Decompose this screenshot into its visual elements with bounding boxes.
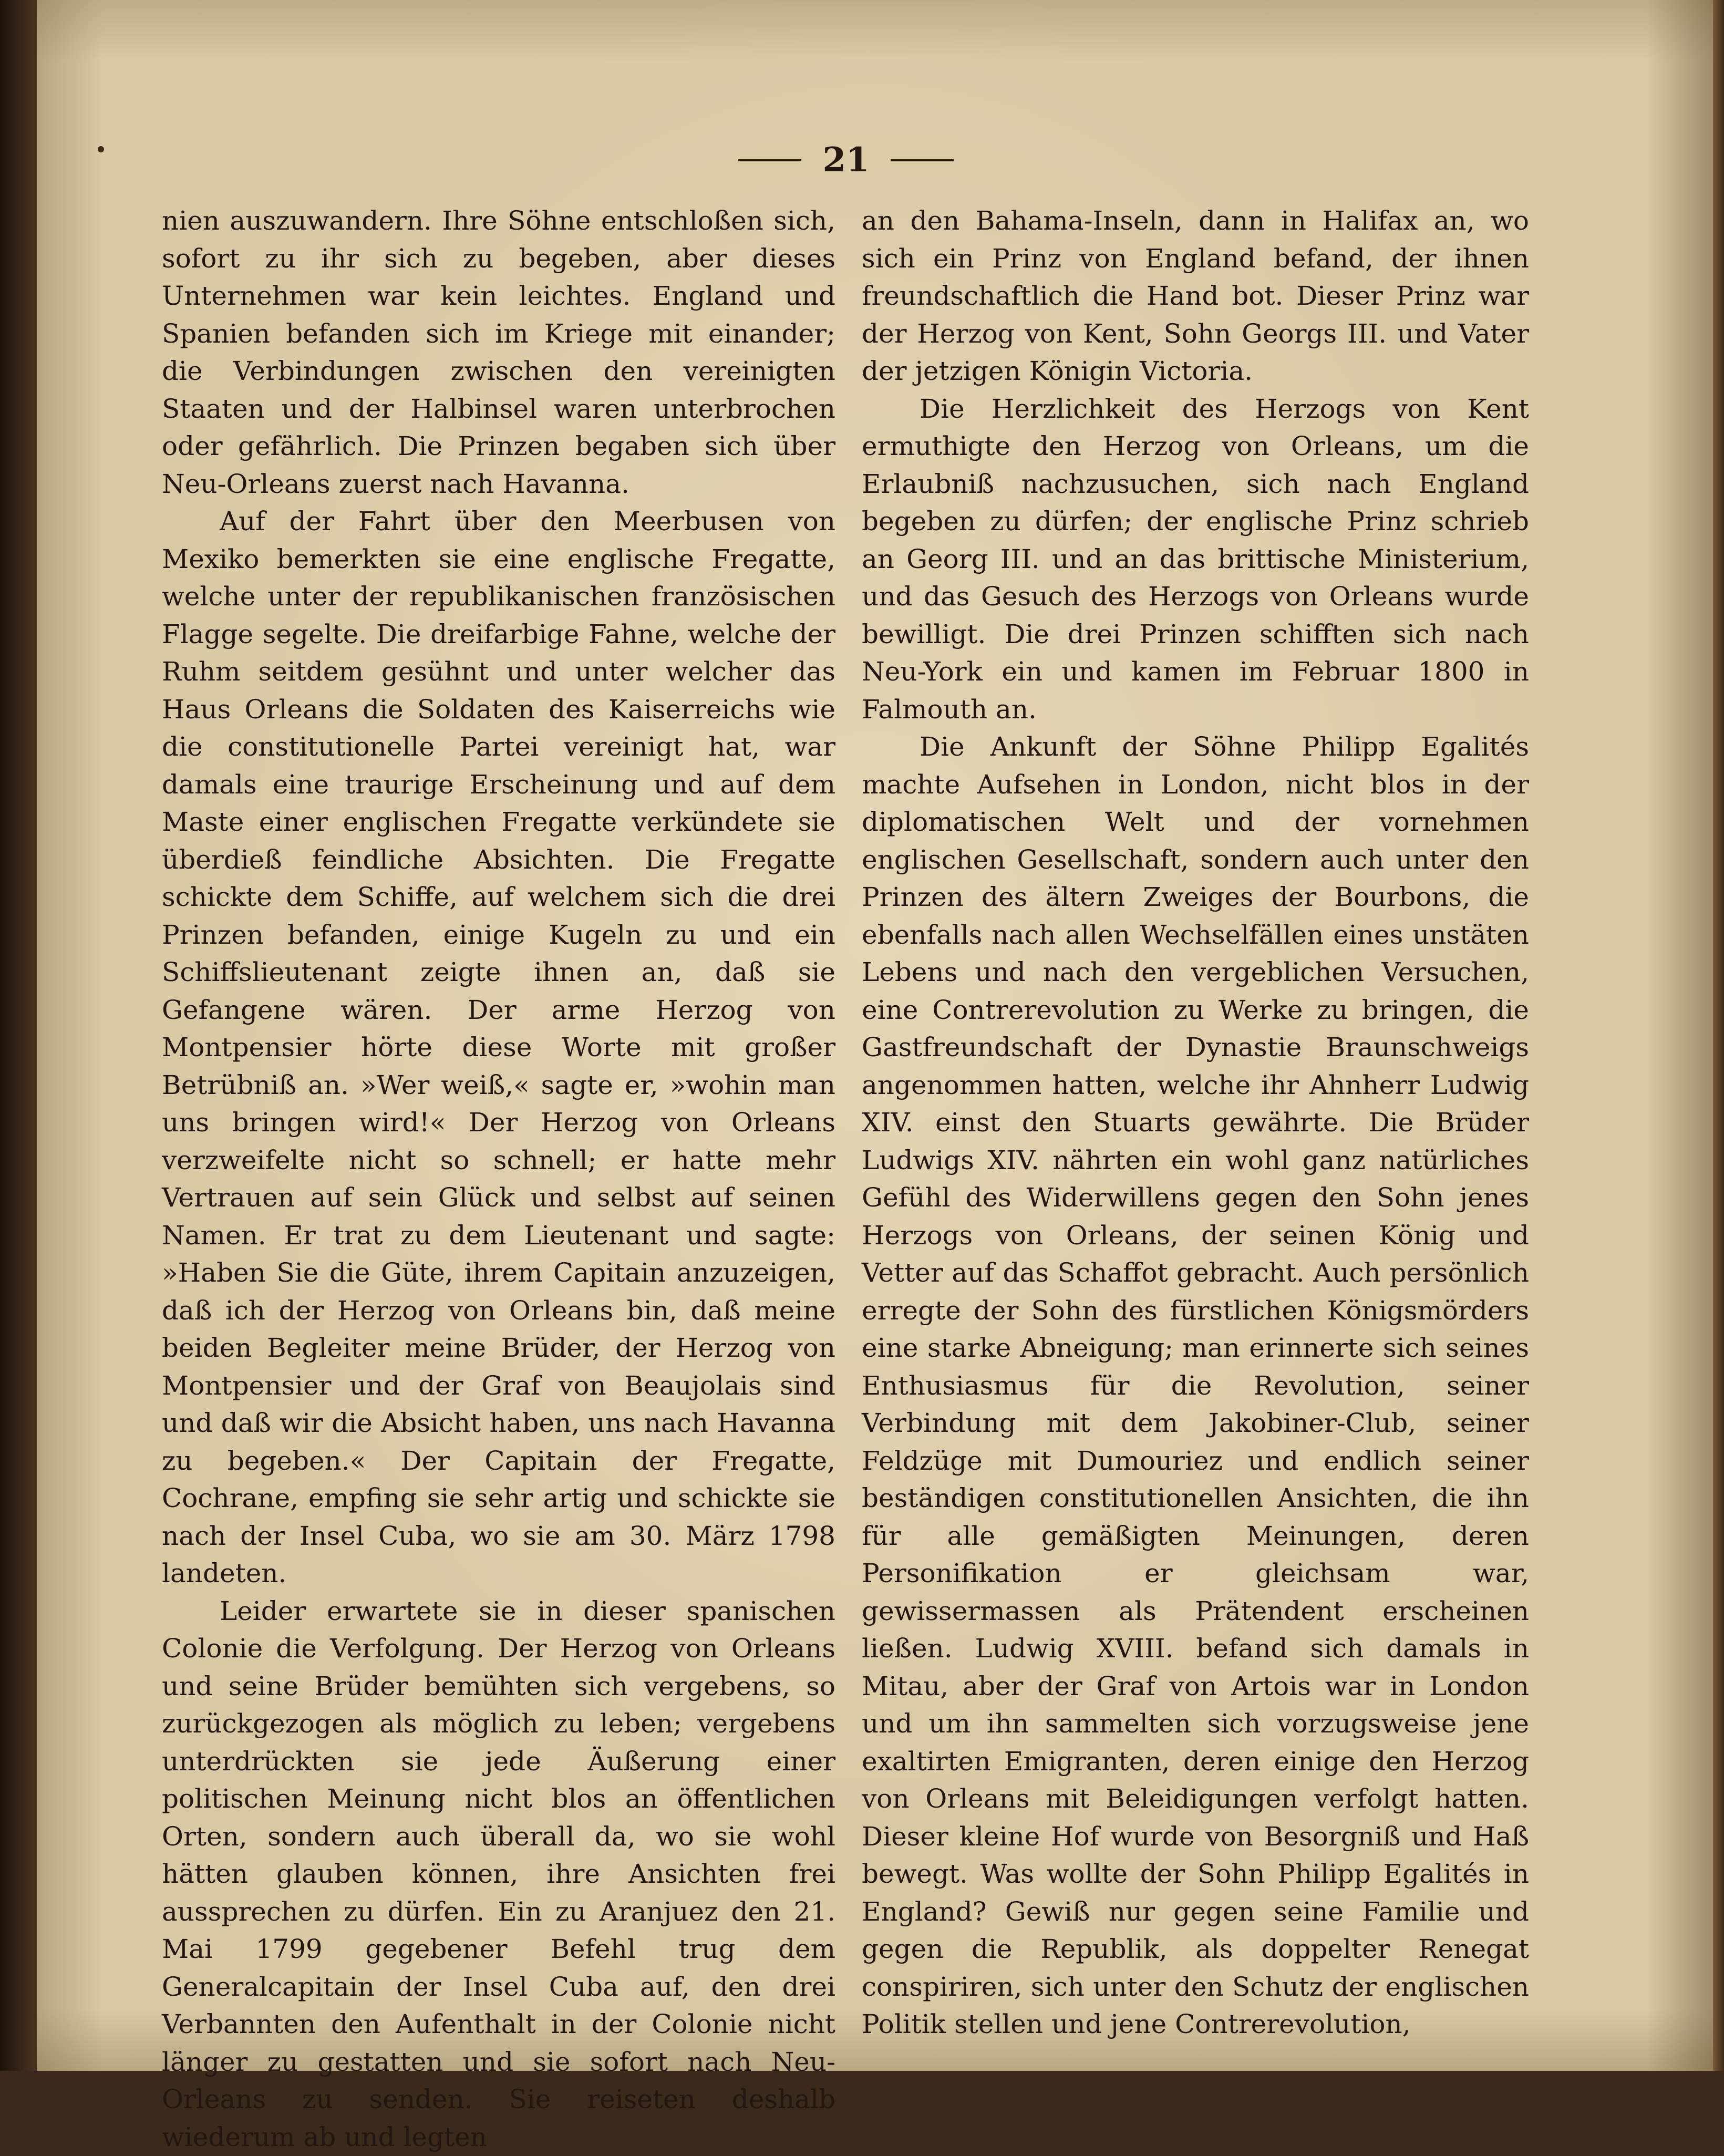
paragraph: Die Ankunft der Söhne Philipp Egalités machte Aufsehen in London, nicht blos in der diplomatischen Welt und der vornehmen englischen Gesellschaft, sondern auch unter den Prinzen des ältern Zweiges der Bourbons, die ebenfalls nach allen Wechselfällen eines unstäten Lebens und nach den vergeblichen Versuchen, eine Contrerevolution zu Werke zu bringen, die Gastfreundschaft der Dynastie Braunschweigs angenommen hatten, welche ihr Ahnherr Ludwig XIV. einst den Stuarts gewährte. Die Brüder Ludwigs XIV. nährten ein wohl ganz natürliches Gefühl des Widerwillens gegen den Sohn jenes Herzogs von Orleans, der seinen König und Vetter auf das Schaffot gebracht. Auch persönlich erregte der Sohn des fürstlichen Königsmörders eine starke Abneigung; man erinnerte sich seines Enthusiasmus für die Revolution, seiner Verbindung mit dem Jakobiner-Club, seiner Feldzüge mit Dumouriez und endlich seiner beständigen constitutionellen Ansichten, die ihn für alle gemäßigten Meinungen, deren Personifikation er gleichsam war, gewissermassen als Prätendent erscheinen ließen. Ludwig XVIII. befand sich damals in Mitau, aber der Graf von Artois war in London und um ihn sammelten sich vorzugsweise jene exaltirten Emigranten, deren einige den Herzog von Orleans mit Beleidigungen verfolgt hatten. Dieser kleine Hof wurde von Besorgniß und Haß bewegt. Was wollte der Sohn Philipp Egalités in England? Gewiß nur gegen seine Familie und gegen die Republik, als doppelter Renegat conspiriren, sich unter den Schutz der englischen Politik stellen und jene Contrerevolution, xyxy=(862,728,1529,2044)
page-header xyxy=(725,139,967,181)
paragraph: nien auszuwandern. Ihre Söhne entschloßen sich, sofort zu ihr sich zu begeben, aber dieses Unternehmen war kein leichtes. England und Spanien befanden sich im Kriege mit einander; die Verbindungen zwischen den vereinigten Staaten und der Halbinsel waren unterbrochen oder gefährlich. Die Prinzen begaben sich über Neu-Orleans zuerst nach Havanna. xyxy=(162,202,835,503)
header-rule-left xyxy=(738,159,801,161)
paragraph: Auf der Fahrt über den Meerbusen von Mexiko bemerkten sie eine englische Fregatte, welche unter der republikanischen französischen Flagge segelte. Die dreifarbige Fahne, welche der Ruhm seitdem gesühnt und unter welcher das Haus Orleans die Soldaten des Kaiserreichs wie die constitutionelle Partei vereinigt hat, war damals eine traurige Erscheinung und auf dem Maste einer englischen Fregatte verkündete sie überdieß feindliche Absichten. Die Fregatte schickte dem Schiffe, auf welchem sich die drei Prinzen befanden, einige Kugeln zu und ein Schiffslieutenant zeigte ihnen an, daß sie Gefangene wären. Der arme Herzog von Montpensier hörte diese Worte mit großer Betrübniß an. »Wer weiß,« sagte er, »wohin man uns bringen wird!« Der Herzog von Orleans verzweifelte nicht so schnell; er hatte mehr Vertrauen auf sein Glück und selbst auf seinen Namen. Er trat zu dem Lieutenant und sagte: »Haben Sie die Güte, ihrem Capitain anzuzeigen, daß ich der Herzog von Orleans bin, daß meine beiden Begleiter meine Brüder, der Herzog von Montpensier und der Graf von Beaujolais sind und daß wir die Absicht haben, uns nach Havanna zu begeben.« Der Capitain der Fregatte, Cochrane, empfing sie sehr artig und schickte sie nach der Insel Cuba, wo sie am 30. März 1798 landeten. xyxy=(162,503,835,1593)
paragraph: Leider erwartete sie in dieser spanischen Colonie die Verfolgung. Der Herzog von Orleans und seine Brüder bemühten sich vergebens, so zurückgezogen als möglich zu leben; vergebens unterdrückten sie jede Äußerung einer politischen Meinung nicht blos an öffentlichen Orten, sondern auch überall da, wo sie wohl hätten glauben können, ihre Ansichten frei aussprechen zu dürfen. Ein zu Aranjuez den 21. Mai 1799 gegebener Befehl trug dem Generalcapitain der Insel Cuba auf, den drei Verbannten den Aufenthalt in der Colonie nicht länger zu gestatten und sie sofort nach Neu-Orleans zu senden. Sie reiseten deshalb wiederum ab und legten xyxy=(162,1593,835,2156)
header-rule-right xyxy=(891,159,954,161)
paragraph: an den Bahama-Inseln, dann in Halifax an, wo sich ein Prinz von England befand, der ihnen freundschaftlich die Hand bot. Dieser Prinz war der Herzog von Kent, Sohn Georgs III. und Vater der jetzigen Königin Victoria. xyxy=(862,202,1529,390)
page-number: 21 xyxy=(822,143,869,177)
ink-speck xyxy=(98,146,104,152)
book-spine-shadow xyxy=(0,0,37,2071)
left-column xyxy=(162,202,835,2156)
page-edge xyxy=(1713,0,1724,2071)
right-column xyxy=(862,202,1529,2044)
paragraph: Die Herzlichkeit des Herzogs von Kent ermuthigte den Herzog von Orleans, um die Erlaubniß nachzusuchen, sich nach England begeben zu dürfen; der englische Prinz schrieb an Georg III. und an das brittische Ministerium, und das Gesuch des Herzogs von Orleans wurde bewilligt. Die drei Prinzen schifften sich nach Neu-York ein und kamen im Februar 1800 in Falmouth an. xyxy=(862,390,1529,729)
